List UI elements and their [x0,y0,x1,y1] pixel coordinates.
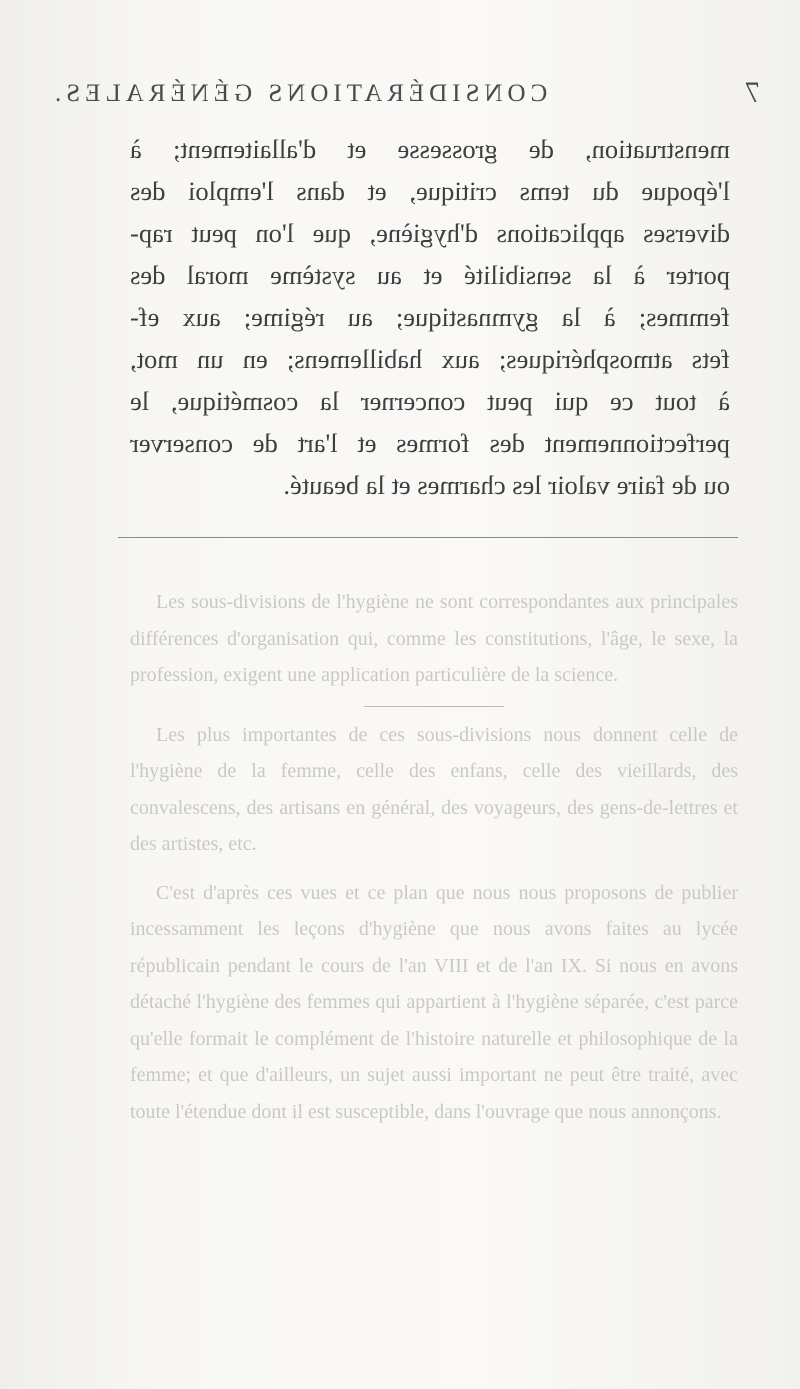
text-line: menstruation, de grossesse et d'allaitement; à [130,134,730,164]
faint-paragraph: Les sous-divisions de l'hygiène ne sont correspondantes aux principales différences d'organisation qui, comme les constitutions, l'âge, le sexe, la profession, exigent une application particulière de la science. [130,591,738,686]
running-header [50,76,760,114]
text-line: fets atmosphériques; aux habillemens; en un mot, [130,344,730,374]
text-line: diverses applications d'hygiène, que l'on peut rap- [130,218,730,248]
text-line: l'époque du tems critique, et dans l'emploi des [130,176,730,206]
text-line: perfectionnement des formes et l'art de conserver [130,428,730,458]
inner-divider [364,706,504,707]
faint-paragraph: C'est d'après ces vues et ce plan que nous nous proposons de publier incessamment les leçons d'hygiène que nous avons faites au lycée républicain pendant le cours de l'an VIII et de l'an IX. Si nous en avons détaché l'hygiène des femmes qui appartient à l'hygiène séparée, c'est parce qu'elle formait le complément de l'histoire naturelle et philosophique de la femme; et que d'ailleurs, un sujet aussi important ne peut être traité, avec toute l'étendue dont il est susceptible, dans l'ouvrage que nous annonçons. [130,881,738,1123]
text-line: à tout ce qui peut concerner la cosmétique, le [130,386,730,416]
text-line: porter à la sensibilité et au système moral des [130,260,730,290]
page-number: 7 [745,76,760,109]
running-title: CONSIDÉRATIONS GÉNÉRALES. [50,80,548,107]
main-text-block [130,128,730,506]
section-divider [118,537,738,538]
faint-text-block [130,584,738,1142]
text-line: ou de faire valoir les charmes et la beauté. [283,470,730,500]
text-line: femmes; à la gymnastique; au régime; aux ef- [130,302,730,332]
faint-paragraph: Les plus importantes de ces sous-divisions nous donnent celle de l'hygiène de la femme, celle des enfans, celle des vieillards, des convalescens, des artisans en général, des voyageurs, des gens-de-lettres et des artistes, etc. [130,723,738,855]
